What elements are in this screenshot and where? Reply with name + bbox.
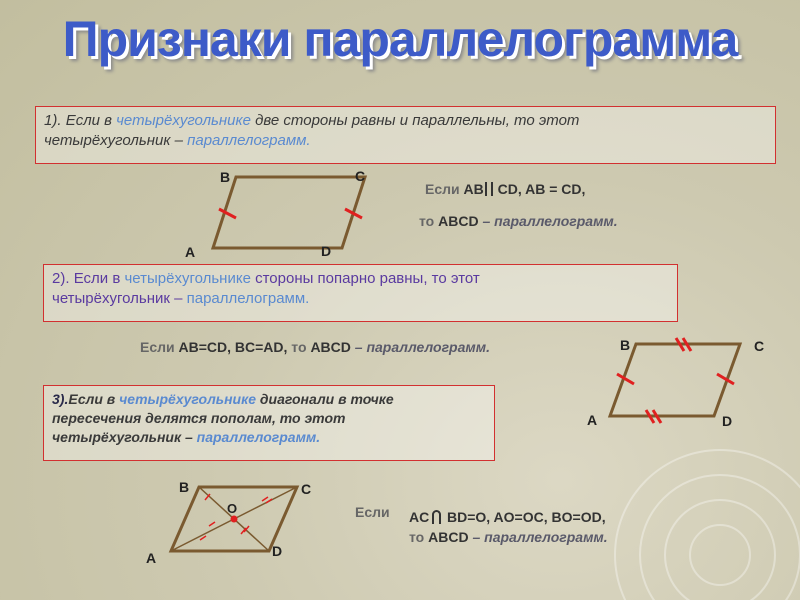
condition-1-rest: CD, AB = CD, bbox=[493, 181, 586, 197]
sign-2-number: 2). bbox=[52, 270, 74, 287]
vertex-label-c: C bbox=[301, 481, 312, 497]
tick-mark bbox=[266, 499, 272, 503]
page-title: Признаки параллелограмма bbox=[62, 11, 738, 67]
vertex-label-b: B bbox=[620, 337, 631, 353]
tick-mark bbox=[262, 497, 268, 501]
vertex-label-d: D bbox=[272, 543, 283, 559]
sign-1-text-line2: четырёхугольник – bbox=[44, 132, 188, 149]
condition-1-conclusion: – параллелограмм. bbox=[478, 213, 618, 229]
condition-3-conclusion: – параллелограмм. bbox=[468, 529, 608, 545]
condition-3-abcd: ABCD bbox=[428, 529, 469, 545]
sign-1-keyword-2: параллелограмм. bbox=[187, 132, 311, 149]
condition-1-abcd: ABCD bbox=[438, 213, 479, 229]
condition-3-ac: AC bbox=[409, 509, 434, 525]
condition-2-if: Если bbox=[140, 339, 179, 355]
sign-1-text: Если в bbox=[65, 112, 117, 129]
sign-3-keyword-2: параллелограмм. bbox=[196, 429, 321, 445]
condition-3-if-word: Если bbox=[355, 504, 390, 520]
vertex-label-a: A bbox=[587, 412, 598, 428]
condition-1-ab: AB bbox=[463, 181, 484, 197]
vertex-label-c: C bbox=[355, 168, 366, 184]
parallelogram-figure-1 bbox=[185, 168, 365, 260]
condition-2-then: то bbox=[287, 339, 311, 355]
sign-3-text-cont: диагонали в точке bbox=[256, 391, 394, 407]
condition-2-equalities: AB=CD, BC=AD, bbox=[178, 339, 288, 355]
sign-3-text: Если в bbox=[68, 391, 120, 407]
vertex-label-d: D bbox=[321, 243, 332, 259]
sign-1-number: 1). bbox=[44, 112, 66, 129]
condition-1-then: то bbox=[419, 213, 439, 229]
sign-3-text-line3: четырёхугольник – bbox=[52, 429, 197, 445]
sign-2-text-line2: четырёхугольник – bbox=[52, 290, 187, 307]
condition-1-if: Если bbox=[425, 181, 464, 197]
sign-3-number: 3). bbox=[52, 391, 69, 407]
sign-2-text-cont: стороны попарно равны, то этот bbox=[250, 270, 480, 287]
vertex-label-a: A bbox=[185, 244, 196, 260]
condition-2-conclusion: – параллелограмм. bbox=[350, 339, 490, 355]
vertex-label-d: D bbox=[722, 413, 733, 429]
sign-1-keyword: четырёхугольнике bbox=[116, 112, 251, 129]
intersection-point-o bbox=[231, 516, 238, 523]
vertex-label-a: A bbox=[146, 550, 157, 566]
parallelogram-figure-3 bbox=[146, 479, 311, 566]
parallelogram-figure-2 bbox=[587, 337, 764, 429]
parallelogram-1-shape bbox=[213, 177, 365, 248]
sign-2-keyword-2: параллелограмм. bbox=[186, 290, 310, 307]
sign-3-keyword: четырёхугольнике bbox=[119, 391, 256, 407]
sign-2-keyword: четырёхугольнике bbox=[124, 270, 251, 287]
tick-mark bbox=[219, 209, 236, 218]
vertex-label-b: B bbox=[179, 479, 190, 495]
decorative-swirl bbox=[615, 450, 800, 600]
condition-3-rest: BD=O, AO=OC, BO=OD, bbox=[443, 509, 606, 525]
vertex-label-c: C bbox=[754, 338, 765, 354]
condition-2-abcd: ABCD bbox=[310, 339, 351, 355]
tick-mark bbox=[209, 522, 215, 526]
sign-3-text-line2: пересечения делятся пополам, то этот bbox=[52, 410, 346, 426]
sign-2-text: Если в bbox=[73, 270, 125, 287]
condition-3-then: то bbox=[409, 529, 429, 545]
sign-1-text-cont: две стороны равны и параллельны, то этот bbox=[250, 112, 580, 129]
vertex-label-b: B bbox=[220, 169, 231, 185]
point-label-o: O bbox=[227, 501, 238, 516]
